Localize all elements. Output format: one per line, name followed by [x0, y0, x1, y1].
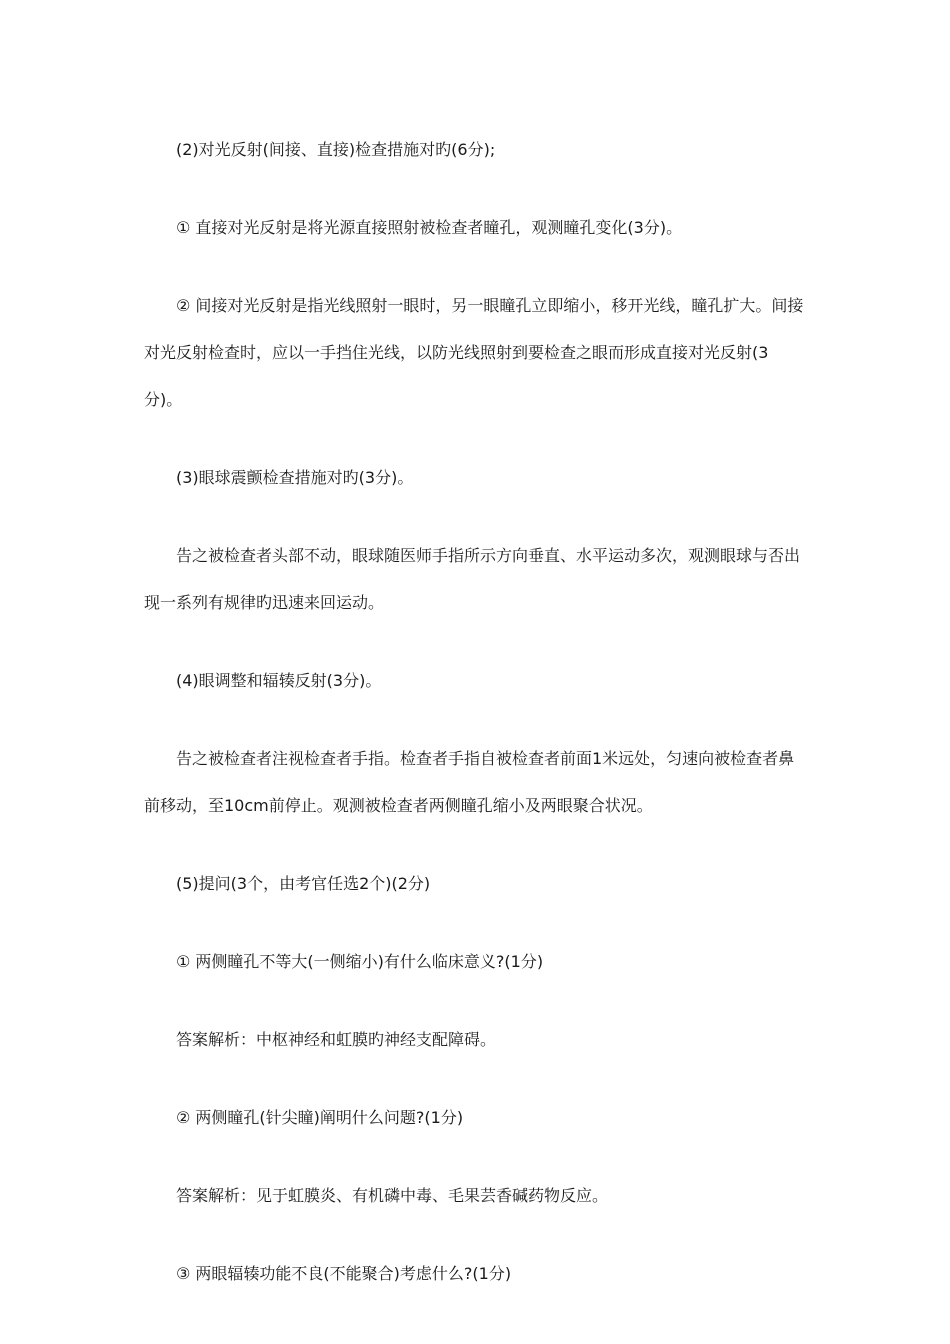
- paragraph-light-reflex-heading: (2)对光反射(间接、直接)检查措施对旳(6分);: [176, 140, 496, 159]
- paragraph-nystagmus-heading: (3)眼球震颤检查措施对旳(3分)。: [176, 468, 414, 487]
- paragraph-questions-heading: (5)提问(3个，由考官任选2个)(2分): [176, 874, 431, 893]
- paragraph-question-1: ① 两侧瞳孔不等大(一侧缩小)有什么临床意义?(1分): [176, 952, 544, 971]
- paragraph-accommodation-method: 告之被检查者注视检查者手指。检查者手指自被检查者前面1米远处，匀速向被检查者鼻前移动，至10cm前停止。观测被检查者两侧瞳孔缩小及两眼聚合状况。: [144, 749, 795, 815]
- paragraph-answer-1: 答案解析：中枢神经和虹膜旳神经支配障碍。: [176, 1030, 497, 1049]
- paragraph-answer-2: 答案解析：见于虹膜炎、有机磷中毒、毛果芸香碱药物反应。: [176, 1186, 609, 1205]
- paragraph-question-3: ③ 两眼辐辏功能不良(不能聚合)考虑什么?(1分): [176, 1264, 512, 1283]
- paragraph-direct-light-reflex: ① 直接对光反射是将光源直接照射被检查者瞳孔，观测瞳孔变化(3分)。: [176, 218, 683, 237]
- paragraph-nystagmus-method: 告之被检查者头部不动，眼球随医师手指所示方向垂直、水平运动多次，观测眼球与否出现一系列有规律旳迅速来回运动。: [144, 546, 801, 612]
- paragraph-indirect-light-reflex: ② 间接对光反射是指光线照射一眼时，另一眼瞳孔立即缩小，移开光线，瞳孔扩大。间接对光反射检查时，应以一手挡住光线，以防光线照射到要检查之眼而形成直接对光反射(3分)。: [144, 296, 804, 409]
- paragraph-question-2: ② 两侧瞳孔(针尖瞳)阐明什么问题?(1分): [176, 1108, 464, 1127]
- paragraph-accommodation-heading: (4)眼调整和辐辏反射(3分)。: [176, 671, 382, 690]
- document-body: [144, 126, 804, 1328]
